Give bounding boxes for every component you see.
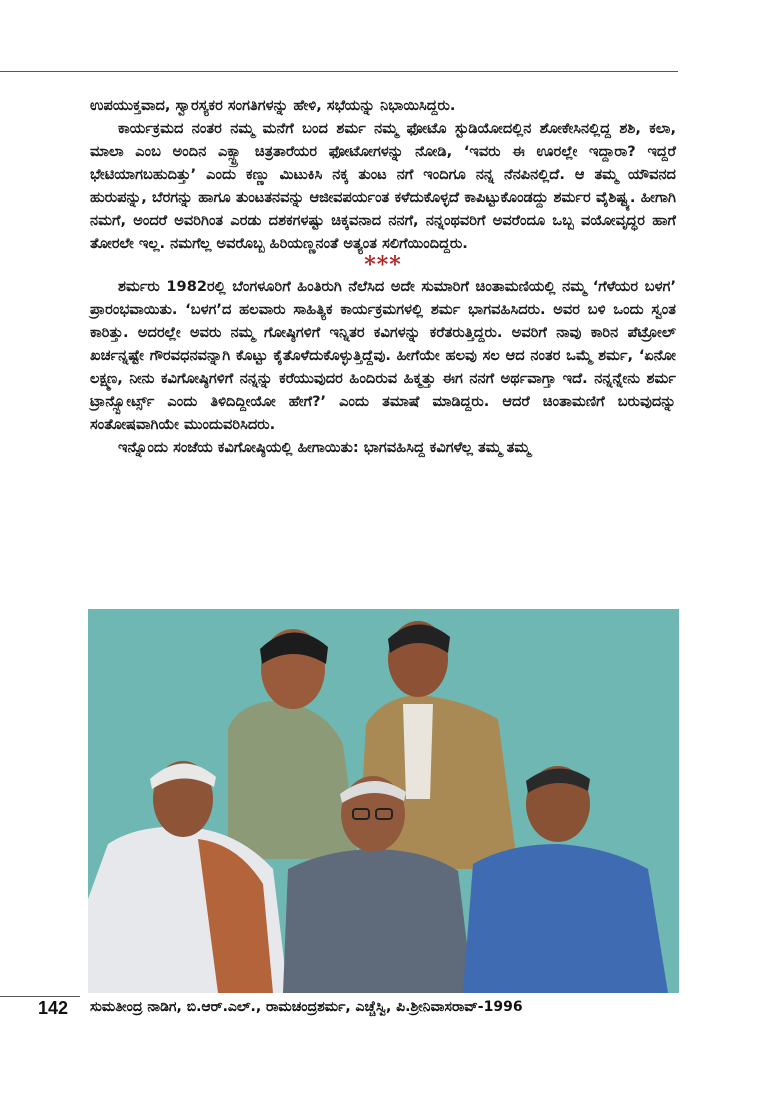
footer-rule: [0, 996, 80, 997]
page-number: 142: [38, 998, 69, 1018]
header-rule: [0, 71, 678, 72]
paragraph-1: ಉಪಯುಕ್ತವಾದ, ಸ್ವಾರಸ್ಯಕರ ಸಂಗತಿಗಳನ್ನು ಹೇಳಿ, ಸಭೆಯನ್ನು ನಿಭಾಯಿಸಿದ್ದರು.: [90, 97, 456, 114]
section-separator: ***: [364, 252, 402, 278]
photo-caption: ಸುಮತೀಂದ್ರ ನಾಡಿಗ, ಬಿ.ಆರ್.ಎಲ್., ರಾಮಚಂದ್ರಶರ್ಮ, ಎಚ್ಚೆಸ್ವಿ, ಪಿ.ಶ್ರೀನಿವಾಸರಾವ್-1996: [90, 999, 523, 1015]
article-body: [90, 94, 676, 459]
group-photo-illustration: [88, 609, 679, 993]
paragraph-2: ಕಾರ್ಯಕ್ರಮದ ನಂತರ ನಮ್ಮ ಮನೆಗೆ ಬಂದ ಶರ್ಮ ನಮ್ಮ ಫೋಟೊ ಸ್ಟುಡಿಯೋದಲ್ಲಿನ ಶೋಕೇಸಿನಲ್ಲಿದ್ದ ಶಶಿ, ಕಲಾ, ಮಾಲಾ ಎಂಬ ಅಂದಿನ ಎಕ್ಸ್ಟ್ರಾ ಚಿತ್ರತಾರೆಯರ ಫೋಟೋಗಳನ್ನು ನೋಡಿ, ‘ಇವರು ಈ ಊರಲ್ಲೇ ಇದ್ದಾರಾ? ಇದ್ದರೆ ಭೇಟಿಯಾಗಬಹುದಿತ್ತು’ ಎಂದು ಕಣ್ಣು ಮಿಟುಕಿಸಿ ನಕ್ಕ ತುಂಟ ನಗೆ ಇಂದಿಗೂ ನನ್ನ ನೆನಪಿನಲ್ಲಿದೆ. ಆ ತಮ್ಮ ಯೌವನದ ಹುರುಪನ್ನು, ಬೆರಗನ್ನು ಹಾಗೂ ತುಂಟತನವನ್ನು ಆಜೀವಪರ್ಯಂತ ಕಳೆದುಕೊಳ್ಳದೆ ಕಾಪಿಟ್ಟುಕೊಂಡದ್ದು ಶರ್ಮರ ವೈಶಿಷ್ಟ್ಯ. ಹೀಗಾಗಿ ನಮಗೆ, ಅಂದರೆ ಅವರಿಗಿಂತ ಎರಡು ದಶಕಗಳಷ್ಟು ಚಿಕ್ಕವನಾದ ನನಗೆ, ನನ್ನಂಥವರಿಗೆ ಅವರೆಂದೂ ಒಬ್ಬ ವಯೋವೃದ್ಧರ ಹಾಗೆ ತೋರಲೇ ಇಲ್ಲ. ನಮಗೆಲ್ಲ ಅವರೊಬ್ಬ ಹಿರಿಯಣ್ಣನಂತೆ ಅತ್ಯಂತ ಸಲಿಗೆಯಿಂದಿದ್ದರು.: [90, 120, 676, 252]
paragraph-4: ಇನ್ನೊಂದು ಸಂಜೆಯ ಕವಿಗೋಷ್ಠಿಯಲ್ಲಿ ಹೀಗಾಯಿತು: ಭಾಗವಹಿಸಿದ್ದ ಕವಿಗಳೆಲ್ಲ ತಮ್ಮ ತಮ್ಮ: [118, 439, 531, 456]
group-photo: [88, 609, 679, 993]
paragraph-3: ಶರ್ಮರು 1982ರಲ್ಲಿ ಬೆಂಗಳೂರಿಗೆ ಹಿಂತಿರುಗಿ ನೆಲೆಸಿದ ಅದೇ ಸುಮಾರಿಗೆ ಚಿಂತಾಮಣಿಯಲ್ಲಿ ನಮ್ಮ ‘ಗೆಳೆಯರ ಬಳಗ’ ಪ್ರಾರಂಭವಾಯಿತು. ‘ಬಳಗ’ದ ಹಲವಾರು ಸಾಹಿತ್ಯಿಕ ಕಾರ್ಯಕ್ರಮಗಳಲ್ಲಿ ಶರ್ಮ ಭಾಗವಹಿಸಿದರು. ಅವರ ಬಳಿ ಒಂದು ಸ್ವಂತ ಕಾರಿತ್ತು. ಅದರಲ್ಲೇ ಅವರು ನಮ್ಮ ಗೋಷ್ಠಿಗಳಿಗೆ ಇನ್ನಿತರ ಕವಿಗಳನ್ನು ಕರೆತರುತ್ತಿದ್ದರು. ಅವರಿಗೆ ನಾವು ಕಾರಿನ ಪೆಟ್ರೋಲ್ ಖರ್ಚನ್ನಷ್ಟೇ ಗೌರವಧನವನ್ನಾಗಿ ಕೊಟ್ಟು ಕೈತೊಳೆದುಕೊಳ್ಳುತ್ತಿದ್ದೆವು. ಹೀಗೆಯೇ ಹಲವು ಸಲ ಆದ ನಂತರ ಒಮ್ಮೆ ಶರ್ಮ, ‘ಏನೋ ಲಕ್ಷ್ಮಣ, ನೀನು ಕವಿಗೋಷ್ಠಿಗಳಿಗೆ ನನ್ನನ್ನು ಕರೆಯುವುದರ ಹಿಂದಿರುವ ಹಿಕ್ಮತ್ತು ಈಗ ನನಗೆ ಅರ್ಥವಾಗ್ತಾ ಇದೆ. ನನ್ನನ್ನೇನು ಶರ್ಮ ಟ್ರಾನ್ಸ್ಪೋರ್ಟ್ಸ್ ಎಂದು ತಿಳಿದಿದ್ದೀಯೋ ಹೇಗೆ?’ ಎಂದು ತಮಾಷೆ ಮಾಡಿದ್ದರು. ಆದರೆ ಚಿಂತಾಮಣಿಗೆ ಬರುವುದನ್ನು ಸಂತೋಷವಾಗಿಯೇ ಮುಂದುವರಿಸಿದರು.: [90, 278, 676, 433]
